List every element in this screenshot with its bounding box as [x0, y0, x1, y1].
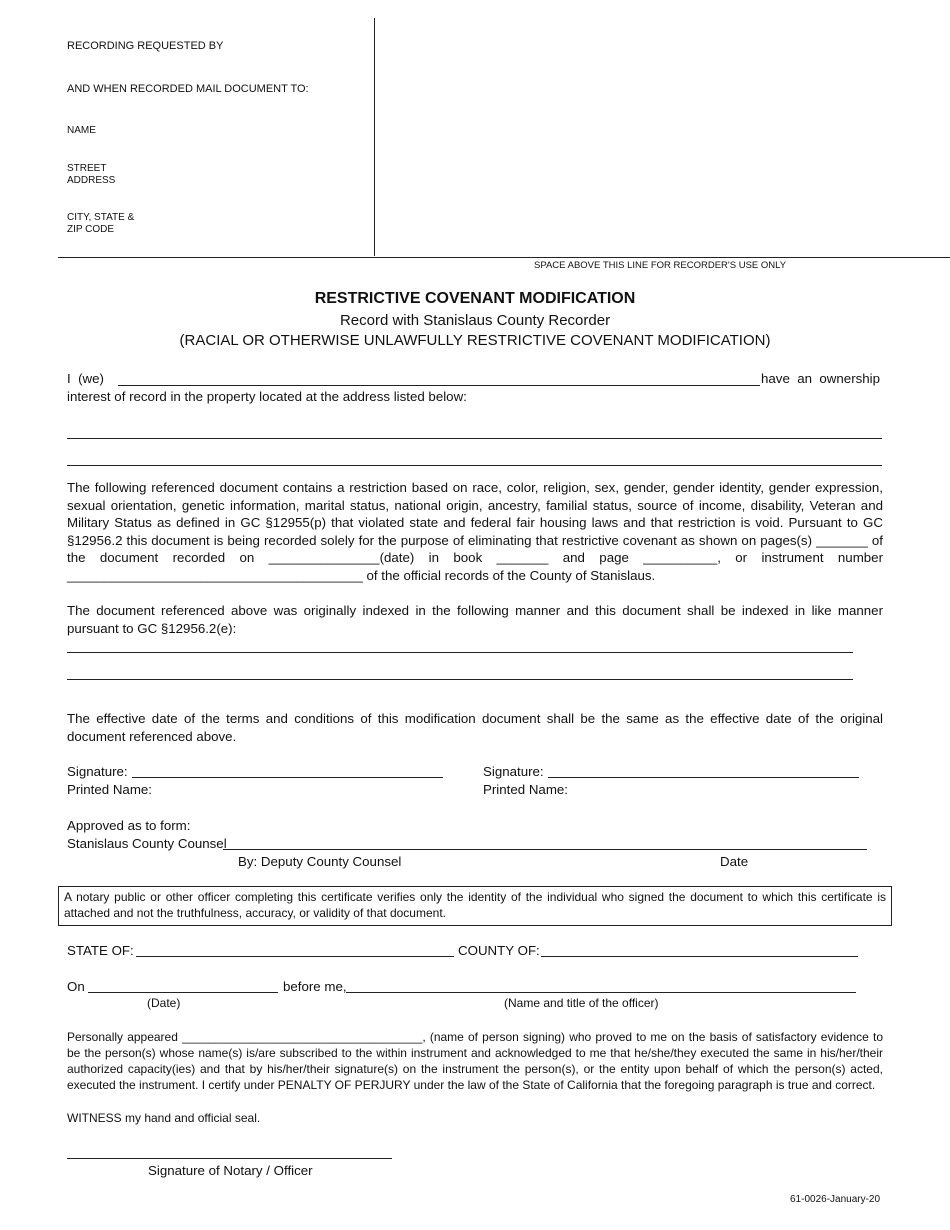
- street-address-label: [67, 163, 115, 187]
- restriction-paragraph: The following referenced document contains a restriction based on race, color, religion, sex, gender, gender identity, gender expression, sexual orientation, genetic information, marital status, national origin, ancestry, familial status, source of income, disability, Veteran and Military Status as defined in GC §12955(p) that violated state and federal fair housing laws and that restriction is void. Pursuant to GC §12956.2 this document is being recorded solely for the purpose of eliminating that restrictive covenant as shown on pages(s) _______ of the document recorded on _______________(date) in book _______ and page __________, or instrument number ________________________________________ of the official records of the County of Stanislaus.: [67, 480, 883, 583]
- recorder-use-label: SPACE ABOVE THIS LINE FOR RECORDER'S USE ONLY: [534, 260, 787, 271]
- city-line1: CITY, STATE &: [67, 212, 135, 223]
- printed-name-label-left: Printed Name:: [67, 782, 152, 797]
- approved-as-to-form: Approved as to form:: [67, 818, 191, 833]
- owner-i-we: I (we): [67, 371, 104, 386]
- on-label: On: [67, 979, 85, 994]
- owner-have-ownership: have an ownership: [761, 371, 881, 386]
- notary-notice-box: A notary public or other officer completing this certificate verifies only the identity of the individual who signed the document to which this certificate is attached and not the truthfulness, accuracy, or validity of that document.: [58, 886, 892, 926]
- notary-signature-field[interactable]: [67, 1158, 392, 1159]
- owner-name-field[interactable]: [118, 385, 760, 386]
- notary-signature-caption: Signature of Notary / Officer: [148, 1163, 313, 1178]
- city-state-zip-label: [67, 212, 134, 236]
- street-line2: ADDRESS: [67, 175, 116, 186]
- page-subtitle-1: Record with Stanislaus County Recorder: [339, 312, 611, 329]
- signature-label-left: Signature:: [67, 764, 128, 779]
- officer-name-field[interactable]: [346, 992, 856, 993]
- form-number: 61-0026-January-20: [790, 1194, 881, 1205]
- street-line1: STREET: [67, 163, 107, 174]
- page-title: RESTRICTIVE COVENANT MODIFICATION: [314, 290, 636, 307]
- county-of-field[interactable]: [541, 956, 858, 957]
- printed-name-label-right: Printed Name:: [483, 782, 568, 797]
- county-of-label: COUNTY OF:: [458, 943, 540, 958]
- signature-field-right[interactable]: [548, 777, 859, 778]
- recorder-space-line: [58, 257, 950, 258]
- page-subtitle-2: (RACIAL OR OTHERWISE UNLAWFULLY RESTRICTIVE COVENANT MODIFICATION): [179, 332, 771, 349]
- signature-label-right: Signature:: [483, 764, 544, 779]
- recording-requested-by: RECORDING REQUESTED BY: [67, 40, 224, 52]
- before-me-label: before me,: [283, 979, 347, 994]
- effective-date-paragraph: The effective date of the terms and conditions of this modification document shall be the same as the effective date of the original document referenced above.: [67, 711, 883, 744]
- indexing-paragraph: The document referenced above was originally indexed in the following manner and this document shall be indexed in like manner pursuant to GC §12956.2(e):: [67, 603, 883, 636]
- approval-date-caption: Date: [720, 854, 749, 869]
- mail-to-label: AND WHEN RECORDED MAIL DOCUMENT TO:: [67, 83, 309, 95]
- state-of-field[interactable]: [136, 956, 454, 957]
- officer-caption: (Name and title of the officer): [504, 996, 659, 1010]
- name-label: NAME: [67, 125, 96, 136]
- property-address-line-1[interactable]: [67, 438, 882, 439]
- personally-appeared-paragraph: Personally appeared ____________________________________, (name of person signing) who proved to me on the basis of satisfactory evidence to be the person(s) whose name(s) is/are subscribed to the within instrument and acknowledged to me that he/she/they executed the same in his/her/their authorized capacity(ies) and that by his/her/their signature(s) on the instrument the person(s), or the entity upon behalf of which the person(s) acted, executed the instrument. I certify under PENALTY OF PERJURY under the law of the State of California that the foregoing paragraph is true and correct.: [67, 1030, 883, 1092]
- notary-date-field[interactable]: [88, 992, 278, 993]
- indexing-line-2[interactable]: [67, 679, 853, 680]
- state-of-label: STATE OF:: [67, 943, 134, 958]
- property-address-line-2[interactable]: [67, 465, 882, 466]
- county-counsel-label: Stanislaus County Counsel: [67, 836, 227, 851]
- city-line2: ZIP CODE: [67, 224, 115, 235]
- indexing-line-1[interactable]: [67, 652, 853, 653]
- signature-field-left[interactable]: [132, 777, 443, 778]
- county-counsel-signature-field[interactable]: [223, 849, 867, 850]
- witness-text: WITNESS my hand and official seal.: [67, 1111, 261, 1125]
- header-divider-vertical: [374, 18, 375, 256]
- owner-interest-text: interest of record in the property located at the address listed below:: [67, 389, 467, 404]
- date-caption: (Date): [147, 996, 181, 1010]
- deputy-county-counsel-caption: By: Deputy County Counsel: [238, 854, 402, 869]
